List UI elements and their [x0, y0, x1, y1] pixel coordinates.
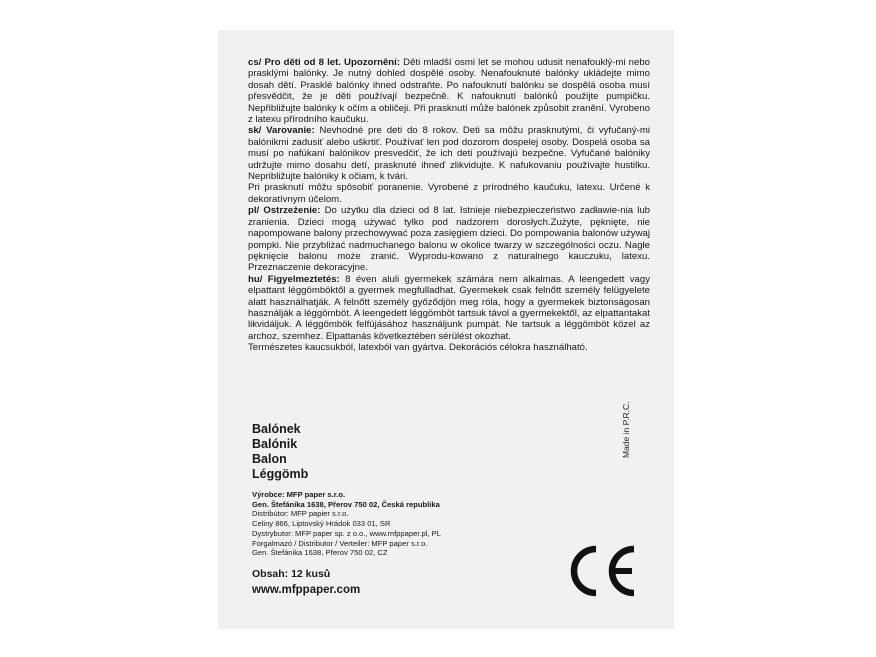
warning-sk-body: Nevhodné pre deti do 8 rokov. Deti sa môžu prasknutými, či vyfučaný-mi balónikmi zadusiť alebo uškrtiť. Používať len pod dozorom dospelej osoby. Dospelá osoba sa musí po nafúkaní balónikov presvedčiť, že ich deti používajú bezpečne. Vyfučané balóniky udržujte mimo dosahu detí, prasknuté ihneď zlikvidujte. K nafukovaniu používajte hustilku. Nepribližujte balóniky k očiam, k tvári. — [248, 125, 650, 183]
distributor-sk: Distribútor: MFP papier s.r.o. — [252, 509, 349, 519]
product-name-hu: Léggömb — [252, 467, 309, 481]
warning-cs-body: Děti mladší osmi let se mohou udusit nenafouklý-mi nebo prasklými balónky. Je nutný dohled dospělé osoby. Nenafouknuté balónky ukládejte mimo dosah dětí. Prasklé balónky ihned odstraňte. Po nafouknutí balónku se dospělá osoba musí přesvědčit, že je děti používají bezpečně. K nafouknutí balónků použijte pumpičku. Nepřibližujte balónky k očím a obličeji. Při prasknutí může balónek způsobit zranění. Vyrobeno z latexu přírodního kaučuku. — [248, 57, 650, 126]
distributor-sk-address: Celiny 866, Liptovský Hrádok 033 01, SR — [252, 519, 391, 529]
manufacturer-address: Gen. Štefánika 1638, Přerov 750 02, Česká republika — [252, 499, 440, 509]
distributor-hu: Forgalmazó / Distributor / Verteiler: MFP paper s.r.o. — [252, 538, 428, 548]
distributor-pl: Dystrybutor: MFP paper sp. z o.o., www.mfppaper.pl, PL — [252, 528, 441, 538]
manufacturer-info — [252, 490, 441, 558]
warning-sk-heading: sk/ Varovanie: — [248, 125, 315, 137]
website-link[interactable]: www.mfppaper.com — [252, 584, 361, 596]
warning-sk — [248, 125, 650, 182]
warning-pl — [248, 205, 650, 273]
warning-hu-body: 8 éven aluli gyermekek számára nem alkalmas. A leengedett vagy elpattant léggömböktől a gyermek megfulladhat. Gyermekek csak felnőtt személy felügyelete alatt használhatják. A felnőtt személy győződjön meg róla, hogy a gyermekek biztonságosan használják a léggömböt. A leengedett léggömböt tartsuk távol a gyermekektől, az elpattantakat likvidáljuk. A léggömbök felfújásához használjunk pumpát. Ne tartsuk a léggömböt közel az archoz, szemhez. Elpattanás következtében sérülést okozhat. — [248, 273, 651, 342]
product-name-cs: Balónek — [252, 422, 301, 436]
label-card — [218, 30, 674, 629]
warning-hu — [248, 274, 650, 342]
distributor-hu-address: Gen. Štefánika 1638, Přerov 750 02, CZ — [252, 548, 388, 558]
warnings-text — [248, 57, 650, 354]
product-name-pl: Balon — [252, 452, 287, 466]
warning-sk-body-2: Pri prasknutí môžu spôsobiť poranenie. Vyrobené z prírodného kaučuku, latexu. Určené k dekoratívnym účelom. — [248, 182, 650, 205]
manufacturer-line: Výrobce: MFP paper s.r.o. — [252, 490, 346, 499]
warning-hu-body-2: Természetes kaucsukból, latexból van gyártva. Dekorációs célokra használható. — [248, 342, 588, 354]
product-name-sk: Balónik — [252, 437, 298, 451]
warning-cs-heading: cs/ Pro děti od 8 let. Upozornění: — [248, 57, 401, 68]
warning-hu-heading: hu/ Figyelmeztetés: — [248, 273, 340, 285]
warning-cs — [248, 57, 650, 125]
warning-pl-heading: pl/ Ostrzeżenie: — [248, 205, 321, 217]
package-contents: Obsah: 12 kusů — [252, 568, 331, 580]
product-names — [252, 422, 308, 482]
ce-mark-icon — [566, 543, 640, 599]
made-in-label: Made in P.R.C. — [621, 401, 631, 458]
warning-pl-body: Do użytku dla dzieci od 8 lat. Istnieje niebezpieczeństwo zadławie-nia lub zranienia. Dzieci mogą używać tylko pod nadzorem dorosłych.Zużyte, pęknięte, nie napompowane balony przechowywać poza zasięgiem dzieci. Do pompowania balonów używaj pompki. Nie przybliżać nadmuchanego balonu w okolice twarzy w szczególności oczu. Nagłe pęknięcie balonu może zranić. Wyprodu-kowano z naturalnego kauczuku, latexu. Przeznaczenie dekoracyjne. — [248, 205, 651, 274]
